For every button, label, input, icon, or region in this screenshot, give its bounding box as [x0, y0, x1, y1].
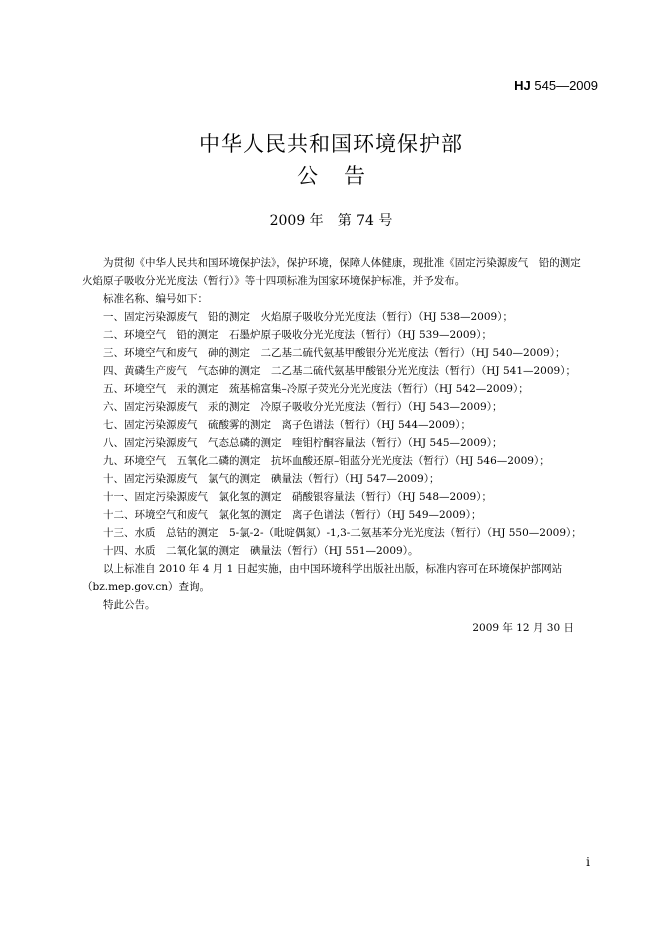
standard-list-item: 五、环境空气 汞的测定 巯基棉富集–冷原子荧光分光光度法（暂行）（HJ 542—2009）； [103, 383, 529, 395]
closing-paragraph: 特此公告。 [103, 599, 156, 611]
standard-list-item: 三、环境空气和废气 砷的测定 二乙基二硫代氨基甲酸银分光光度法（暂行）（HJ 540—2009）； [103, 347, 566, 359]
standard-code: 545—2009 [530, 78, 598, 93]
standard-list-item: 十三、水质 总钴的测定 5-氯-2-（吡啶偶氮）-1,3-二氨基苯分光光度法（暂行）（HJ 550—2009）； [103, 527, 582, 539]
standard-list-item: 四、黄磷生产废气 气态砷的测定 二乙基二硫代氨基甲酸银分光光度法（暂行）（HJ 541—2009）； [103, 365, 576, 377]
issue-number [0, 210, 662, 230]
standard-list-item: 十二、环境空气和废气 氯化氢的测定 离子色谱法（暂行）（HJ 549—2009）； [103, 509, 482, 521]
standard-list-item: 一、固定污染源废气 铅的测定 火焰原子吸收分光光度法（暂行）（HJ 538—2009）； [103, 311, 513, 323]
standard-list-item: 十、固定污染源废气 氯气的测定 碘量法（暂行）（HJ 547—2009）； [103, 473, 440, 485]
notice-title [0, 160, 662, 190]
notice-title-part2: 告 [344, 164, 365, 188]
standard-list-item: 七、固定污染源废气 硫酸雾的测定 离子色谱法（暂行）（HJ 544—2009）； [103, 419, 471, 431]
notice-title-part1: 公 [297, 164, 318, 188]
standard-list-item: 二、环境空气 铅的测定 石墨炉原子吸收分光光度法（暂行）（HJ 539—2009）； [103, 329, 492, 341]
list-intro: 标准名称、编号如下： [103, 293, 208, 305]
standard-list-item: 十四、水质 二氧化氯的测定 碘量法（暂行）（HJ 551—2009）。 [103, 545, 419, 557]
notice-date: 2009 年 12 月 30 日 [472, 622, 574, 634]
standard-list-item: 八、固定污染源废气 气态总磷的测定 喹钼柠酮容量法（暂行）（HJ 545—2009）； [103, 437, 503, 449]
standard-prefix: HJ [514, 78, 531, 93]
standard-list-item: 十一、固定污染源废气 氯化氢的测定 硝酸银容量法（暂行）（HJ 548—2009）； [103, 491, 492, 503]
standard-number [514, 78, 598, 93]
issue-number-value: 第 74 号 [337, 213, 393, 229]
standard-list-item: 九、环境空气 五氧化二磷的测定 抗坏血酸还原–钼蓝分光光度法（暂行）（HJ 546—2009）； [103, 455, 550, 467]
organization-title: 中华人民共和国环境保护部 [199, 132, 463, 156]
notice-body [82, 254, 598, 614]
implementation-paragraph: 以上标准自 2010 年 4 月 1 日起实施，由中国环境科学出版社出版，标准内容可在环境保护部网站（bz.mep.gov.cn）查询。 [82, 563, 563, 593]
issue-year: 2009 年 [269, 213, 324, 229]
standard-list-item: 六、固定污染源废气 汞的测定 冷原子吸收分光光度法（暂行）（HJ 543—2009）； [103, 401, 503, 413]
page-number: i [586, 855, 590, 869]
intro-paragraph: 为贯彻《中华人民共和国环境保护法》，保护环境，保障人体健康，现批准《固定污染源废气 铅的测定 火焰原子吸收分光光度法（暂行）》等十四项标准为国家环境保护标准，并予发布。 [82, 257, 592, 287]
